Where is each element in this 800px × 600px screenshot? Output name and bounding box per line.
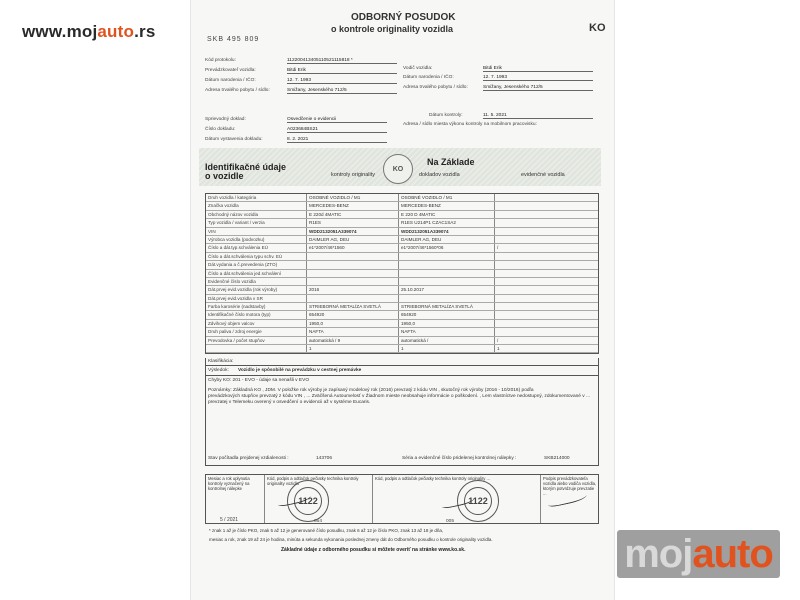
table-row: [206, 228, 598, 236]
row-label: Zdvihový objem valcov: [208, 320, 255, 326]
value-reg: [494, 211, 600, 218]
value-ko: NAFTA: [306, 328, 398, 335]
value-doc: [398, 261, 494, 268]
band-subtitle: kontroly originality: [331, 172, 376, 178]
value-doc: 25.10.2017: [398, 286, 494, 293]
value-doc: R1ES U214P1 CZAC1SA2: [398, 219, 494, 226]
row-label: Farba karosérie (nadstavby): [208, 304, 266, 310]
table-row: [206, 295, 598, 303]
result-value: Vozidlo je spôsobilé na prevádzku v cestnej premávke: [238, 368, 362, 373]
identification-table: [205, 193, 599, 354]
value-ko: e1*2007/46*1560: [306, 244, 398, 251]
row-label: Typ vozidla / variant / verzia: [208, 220, 265, 226]
value-ko: MERCEDES-BENZ: [306, 202, 398, 209]
row-label: Číslo a dát.typ.schválenia EÚ: [208, 245, 269, 251]
row-label: Obchodný názov vozidla: [208, 211, 259, 217]
cert-cell: Mesiac a rok uplynutia kontroly vyznačený na kontrolnej nálepke: [208, 476, 250, 491]
value-reg: /: [494, 244, 600, 251]
field-value: Bitdi Erik: [483, 66, 593, 72]
value-doc: automatická /: [398, 337, 494, 344]
value-ko: 1950,0: [306, 320, 398, 327]
document-scan: [190, 0, 615, 600]
field-value: 8. 2. 2021: [287, 137, 387, 143]
field-value: 12. 7. 1993: [483, 75, 593, 81]
row-label: Číslo a dát.schválenia typu schv. EÚ: [208, 253, 283, 259]
value-doc: [398, 295, 494, 302]
field-value: A023684BS21: [287, 127, 387, 133]
value-reg: [494, 202, 600, 209]
mojauto-logo: moj auto: [617, 530, 780, 578]
cert-cell: Kód, podpis a odtlačok pečiatky technika kontroly originality vozidla: [264, 475, 372, 523]
field-value: 12. 7. 1993: [287, 78, 397, 84]
value-reg: [494, 261, 600, 268]
footer-note: mesiac a rok, znak 19 až 24 je hodina, minúta a sekunda vykonania poslednej zmeny dát do Odborného posudku o kontrole originality vozidla.: [209, 537, 493, 542]
table-row: [206, 286, 598, 294]
notes-line: Poznámky: Základná KO , JDM. V položke rok výroby je zapísaný modelový rok (2016) prevzatý z kódu VIN , skutočný rok výroby (2016 - 10/2016) podľa: [208, 388, 534, 393]
table-row: [206, 320, 598, 328]
value-ko: 2016: [306, 286, 398, 293]
value-reg: 1: [494, 345, 600, 352]
value-reg: [494, 228, 600, 235]
band-subtitle: evidenčné vozidla: [521, 172, 565, 178]
value-ko: DAIMLER AG, DEU: [306, 236, 398, 243]
field-label: Dátum vystavenia dokladu:: [205, 137, 263, 142]
cert-code: 054: [314, 519, 323, 524]
row-label: Prevodovka / počet stupňov: [208, 337, 265, 343]
band-subtitle: dokladov vozidla: [419, 172, 460, 178]
field-label: Kód protokolu:: [205, 58, 236, 63]
stamp-seal: 1122: [287, 480, 329, 522]
row-label: Identifikačné číslo motora (typ): [208, 312, 271, 318]
value-doc: 1950,0: [398, 320, 494, 327]
errors-line: Chyby KO: 201 - EVO - údaje sa nenašli v EVO: [208, 378, 310, 383]
value-doc: MERCEDES-BENZ: [398, 202, 494, 209]
value-doc: [398, 253, 494, 260]
stamp-seal: 1122: [457, 480, 499, 522]
value-reg: [494, 253, 600, 260]
odometer-value: 143706: [316, 456, 333, 461]
value-doc: [398, 278, 494, 285]
notes-block: [205, 376, 599, 466]
table-row: [206, 194, 598, 202]
cert-code: 005: [446, 519, 455, 524]
value-reg: [494, 270, 600, 277]
row-label: Druh vozidla / kategória: [208, 195, 257, 200]
value-reg: [494, 286, 600, 293]
table-row: [206, 311, 598, 319]
field-label: Dátum narodenia / IČO:: [403, 75, 454, 80]
table-row: [206, 202, 598, 210]
cert-month: 5 / 2021: [220, 517, 239, 523]
band-right-title: Na Základe: [427, 157, 475, 167]
value-doc: e1*2007/46*1560*06: [398, 244, 494, 251]
result-row: Výsledok: Vozidlo je spôsobilé na prevádzku v cestnej premávke: [205, 366, 599, 376]
document-title: ODBORNÝ POSUDOK: [351, 12, 456, 23]
field-label: Adresa trvalého pobytu / sídlo:: [403, 85, 468, 90]
value-ko: 654920: [306, 311, 398, 318]
value-ko: [306, 270, 398, 277]
field-value: Bitdi Erik: [287, 68, 397, 74]
table-row: [206, 337, 598, 345]
document-subtitle: o kontrole originality vozidla: [331, 24, 454, 34]
field-value: Smižany, Jesenského 712/5: [483, 85, 593, 91]
table-row: [206, 244, 598, 252]
value-doc: DAIMLER AG, DEU: [398, 236, 494, 243]
value-doc: [398, 270, 494, 277]
value-ko: E 220d 4MATIC: [306, 211, 398, 218]
value-doc: OSOBNÉ VOZIDLO / M1: [398, 194, 494, 201]
cert-cell: Kód, podpis a odtlačok pečiatky technika kontroly originality ...: [372, 475, 540, 523]
table-row: [206, 261, 598, 269]
classification-row: Klasifikácia:: [205, 358, 599, 366]
value-reg: [494, 303, 600, 310]
value-reg: [494, 320, 600, 327]
sticker-value: SKB214000: [544, 456, 570, 461]
field-label: Dátum kontroly:: [429, 113, 463, 118]
notes-line: prevádzkových stupňov prevzatý z kódu VIN , ... Zväčšená Autoumelosť v Žiadnom mieste neobsahuje informácie o poškodení. , Lem vlastníctve nedostupný, zdokumentované v ...: [208, 394, 591, 399]
value-doc: 1: [398, 345, 494, 352]
value-ko: STRIEBORNÁ METALÍZA SVETLÁ: [306, 303, 398, 310]
sticker-label: Séria a evidenčné číslo pridelenej kontrolnej nálepky :: [402, 456, 517, 461]
field-label: Dátum narodenia / IČO:: [205, 78, 256, 83]
row-label: Druh paliva / zdroj energie: [208, 329, 262, 335]
table-row: [206, 303, 598, 311]
row-label: Značka vozidla: [208, 203, 239, 209]
value-reg: /: [494, 337, 600, 344]
field-value: 11. 5. 2021: [483, 113, 593, 119]
cert-cell: Podpis prevádzkovateľa vozidla alebo vodiča vozidla, ktorým potvrdzuje prevzatie ...: [540, 475, 600, 523]
serial-number: SKB 495 809: [207, 36, 260, 43]
row-label: Výrobca vozidla (podvozku): [208, 236, 265, 242]
table-row: [206, 211, 598, 219]
value-doc: E 220 D 4MATIC: [398, 211, 494, 218]
section-title: Identifikačné údaje o vozidle: [205, 162, 287, 181]
value-ko: [306, 261, 398, 268]
site-url: www.mojauto.rs: [22, 22, 156, 41]
value-reg: [494, 328, 600, 335]
field-label: Prevádzkovateľ vozidla:: [205, 68, 256, 73]
row-label: Evidenčné číslo vozidla: [208, 278, 256, 284]
table-row: [206, 278, 598, 286]
field-value: Smižany, Jesenského 712/5: [287, 88, 397, 94]
field-value: 112200413405110521115818 *: [287, 58, 397, 64]
row-label: VIN: [208, 228, 216, 234]
footer-verify: Základné údaje z odborného posudku si môžete overiť na stránke www.ko.sk.: [281, 547, 466, 553]
row-label: Číslo a dát.schválenia jed.schválení: [208, 270, 282, 276]
certification-row: [205, 474, 599, 524]
notes-line: prevzatej v Telemeku overený v osvedčení o evidencii až v systéme Eucaris.: [208, 400, 371, 405]
odometer-label: Stav počítadla prejdenej vzdialenosti :: [208, 456, 289, 461]
value-ko: automatická / 9: [306, 337, 398, 344]
value-ko: [306, 253, 398, 260]
value-reg: [494, 311, 600, 318]
value-reg: [494, 278, 600, 285]
corner-mark: KO: [589, 22, 606, 34]
table-row: [206, 345, 598, 353]
table-row: [206, 328, 598, 336]
table-row: [206, 219, 598, 227]
field-value: Osvedčenie o evidencii: [287, 117, 387, 123]
field-label: Číslo dokladu:: [205, 127, 236, 132]
value-reg: [494, 194, 600, 201]
value-doc: WDD2132051A339074: [398, 228, 494, 235]
value-ko: [306, 295, 398, 302]
footer-note: * znak 1 až je číslo PKO, znak 5 až 12 je generované číslo posudku, znak 6 až 12 je číslo PKO, znak 13 až 18 je dňa,: [209, 528, 444, 533]
value-doc: STRIEBORNÁ METALÍZA SVETLÁ: [398, 303, 494, 310]
table-row: [206, 270, 598, 278]
value-reg: [494, 236, 600, 243]
row-label: Dát.vydania a č.prevedenia (ZTO): [208, 262, 278, 268]
value-reg: [494, 295, 600, 302]
value-doc: NAFTA: [398, 328, 494, 335]
row-label: Dát.prvej evid.vozidla (rok výroby): [208, 287, 278, 293]
field-label: Sprievodný doklad:: [205, 117, 246, 122]
value-ko: 1: [306, 345, 398, 352]
value-reg: [494, 219, 600, 226]
field-label: Adresa trvalého pobytu / sídlo:: [205, 88, 270, 93]
ko-seal: KO: [383, 154, 413, 184]
value-doc: 654920: [398, 311, 494, 318]
table-row: [206, 253, 598, 261]
row-label: Dát.prvej evid.vozidla v SR: [208, 295, 263, 301]
value-ko: OSOBNÉ VOZIDLO / M1: [306, 194, 398, 201]
field-label: Vodič vozidla:: [403, 66, 433, 71]
table-row: [206, 236, 598, 244]
value-ko: [306, 278, 398, 285]
value-ko: R1ES: [306, 219, 398, 226]
field-label: Adresa / sídlo miesta výkonu kontroly na mobilnom pracovisku:: [403, 122, 537, 127]
value-ko: WDD2132051A339074: [306, 228, 398, 235]
